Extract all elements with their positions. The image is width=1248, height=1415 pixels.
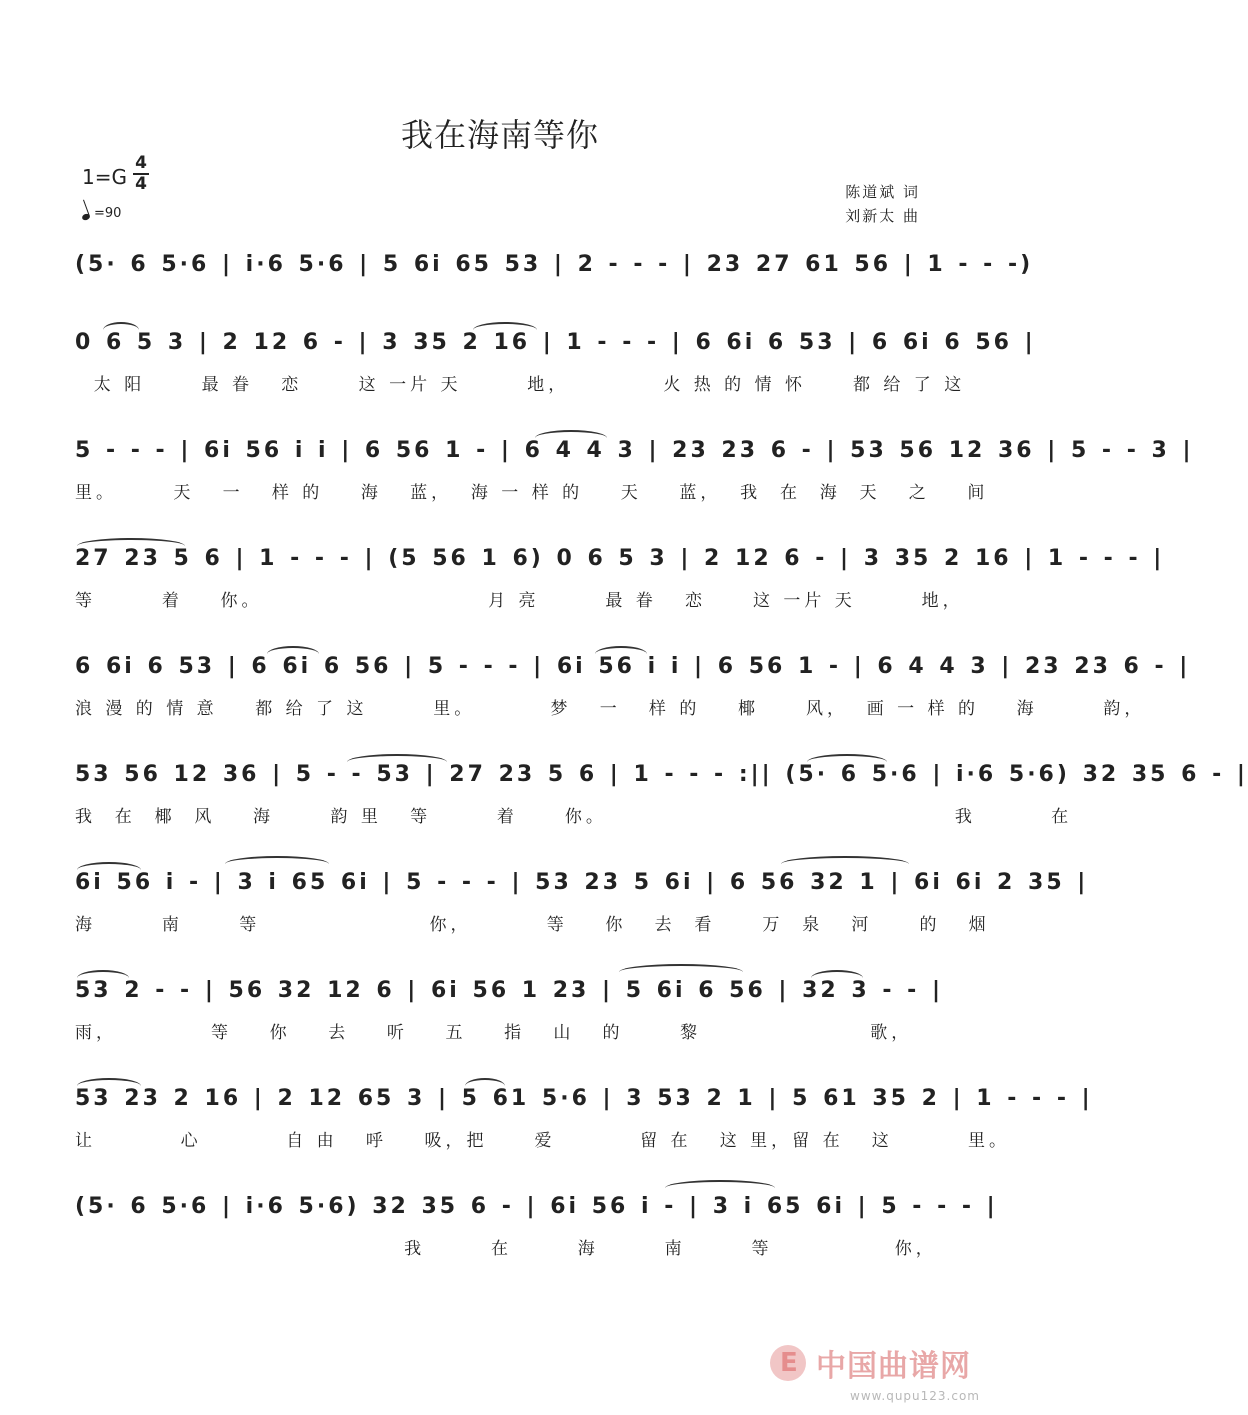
notation-line: 53 2 - - | 56 32 12 6 | 6i 56 1 23 | 5 6i 6 56 | 32 3 - - | bbox=[75, 978, 943, 1003]
lyric-line: 我 在 椰 风 海 韵 里 等 着 你。 我 在 bbox=[75, 807, 1073, 827]
notation-line: 53 23 2 16 | 2 12 65 3 | 5 61 5·6 | 3 53 2 1 | 5 61 35 2 | 1 - - - | bbox=[75, 1086, 1093, 1111]
notation-line: 27 23 5 6 | 1 - - - | (5 56 1 6) 0 6 5 3 | 2 12 6 - | 3 35 2 16 | 1 - - - | bbox=[75, 546, 1165, 571]
notation-line: 5 - - - | 6i 56 i i | 6 56 1 - | 6 4 4 3 | 23 23 6 - | 53 56 12 36 | 5 - - 3 | bbox=[75, 438, 1194, 463]
lyric-line: 里。 天 一 样 的 海 蓝， 海 一 样 的 天 蓝， 我 在 海 天 之 间 bbox=[75, 483, 989, 503]
credits bbox=[845, 180, 920, 228]
tempo-mark bbox=[82, 206, 121, 221]
tempo-value: =90 bbox=[94, 206, 122, 221]
time-signature-bottom: 4 bbox=[135, 174, 147, 194]
site-url: www.qupu123.com bbox=[850, 1389, 980, 1403]
lyric-line: 浪 漫 的 情 意 都 给 了 这 里。 梦 一 样 的 椰 风， 画 一 样 的 海 韵， bbox=[75, 699, 1146, 719]
lyric-line: 等 着 你。 月 亮 最 眷 恋 这 一片 天 地， bbox=[75, 591, 964, 611]
time-signature bbox=[132, 154, 150, 194]
lyric-line: 雨， 等 你 去 听 五 指 山 的 黎 歌， bbox=[75, 1023, 913, 1043]
site-name: 中国曲谱网 bbox=[816, 1349, 971, 1384]
quarter-note-icon bbox=[81, 213, 91, 221]
notation-line: 0 6 5 3 | 2 12 6 - | 3 35 2 16 | 1 - - - | 6 6i 6 53 | 6 6i 6 56 | bbox=[75, 330, 1036, 355]
lyric-line: 海 南 等 你， 等 你 去 看 万 泉 河 的 烟 bbox=[75, 915, 990, 935]
notation-line: 6 6i 6 53 | 6 6i 6 56 | 5 - - - | 6i 56 i i | 6 56 1 - | 6 4 4 3 | 23 23 6 - | bbox=[75, 654, 1191, 679]
composer-credit: 刘新太 曲 bbox=[845, 207, 920, 225]
lyric-line: 让 心 自 由 呼 吸，把 爱 留 在 这 里，留 在 这 里。 bbox=[75, 1131, 1011, 1151]
key-signature: 1=G bbox=[82, 165, 127, 189]
site-logo-icon bbox=[770, 1345, 806, 1381]
notation-line: (5· 6 5·6 | i·6 5·6) 32 35 6 - | 6i 56 i - | 3 i 65 6i | 5 - - - | bbox=[75, 1194, 998, 1219]
site-watermark bbox=[770, 1341, 980, 1403]
notation-line: 6i 56 i - | 3 i 65 6i | 5 - - - | 53 23 5 6i | 6 56 32 1 | 6i 6i 2 35 | bbox=[75, 870, 1089, 895]
time-signature-top: 4 bbox=[135, 153, 147, 173]
lyricist-credit: 陈道斌 词 bbox=[845, 183, 920, 201]
notation-line: 53 56 12 36 | 5 - - 53 | 27 23 5 6 | 1 - - - :|| (5· 6 5·6 | i·6 5·6) 32 35 6 - | bbox=[75, 762, 1248, 787]
score-title: 我在海南等你 bbox=[400, 116, 599, 154]
lyric-line: 我 在 海 南 等 你， bbox=[75, 1239, 937, 1259]
notation-line: (5· 6 5·6 | i·6 5·6 | 5 6i 65 53 | 2 - - - | 23 27 61 56 | 1 - - -) bbox=[75, 252, 1034, 277]
lyric-line: 太 阳 最 眷 恋 这 一片 天 地， 火 热 的 情 怀 都 给 了 这 bbox=[75, 375, 966, 395]
